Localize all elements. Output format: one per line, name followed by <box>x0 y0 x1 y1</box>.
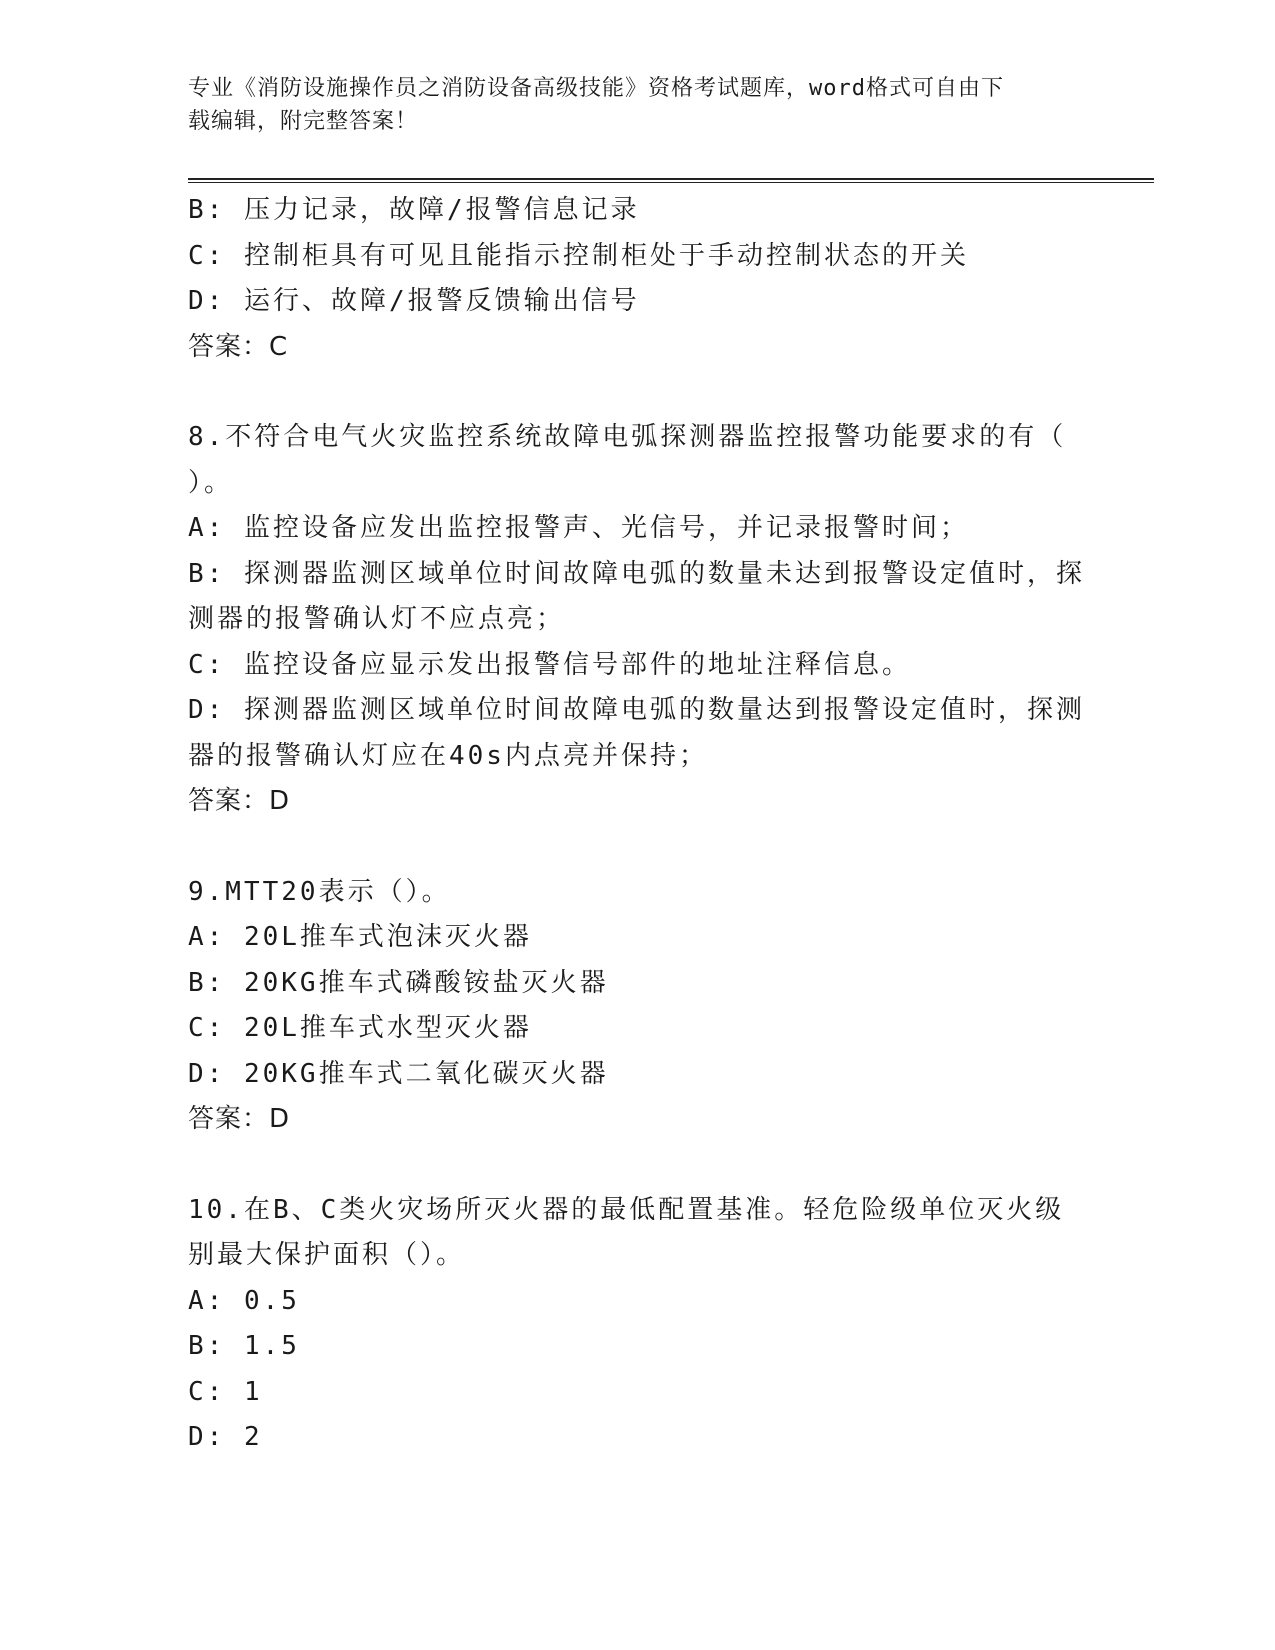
option-c: C: 监控设备应显示发出报警信号部件的地址注释信息。 <box>188 649 911 680</box>
option-b: B: 探测器监测区域单位时间故障电弧的数量未达到报警设定值时，探 <box>188 558 1085 589</box>
question-stem: 10.在B、C类火灾场所灭火器的最低配置基准。轻危险级单位灭火级 <box>188 1194 1065 1225</box>
question-stem-continued: ）。 <box>188 467 234 498</box>
question-9 <box>188 870 1088 1143</box>
option-c: C: 20L推车式水型灭火器 <box>188 1013 532 1043</box>
option-d: D: 探测器监测区域单位时间故障电弧的数量达到报警设定值时，探测 <box>188 695 1085 725</box>
option-a: A: 0.5 <box>188 1285 300 1316</box>
question-10 <box>188 1188 1088 1461</box>
question-stem-continued: 别最大保护面积（）。 <box>188 1240 466 1270</box>
header-line-2: 载编辑，附完整答案！ <box>188 109 419 134</box>
question-8 <box>188 415 1088 825</box>
option-d: D: 20KG推车式二氧化碳灭火器 <box>188 1058 609 1089</box>
answer: 答案：C <box>188 331 289 362</box>
question-stem: 8.不符合电气火灾监控系统故障电弧探测器监控报警功能要求的有（ <box>188 422 1067 452</box>
answer: 答案：D <box>188 786 291 816</box>
option-d: D: 2 <box>188 1422 263 1452</box>
option-b: B: 压力记录，故障/报警信息记录 <box>188 195 640 225</box>
answer: 答案：D <box>188 1104 291 1134</box>
question-7-tail <box>188 188 1088 370</box>
option-b: B: 1.5 <box>188 1331 300 1361</box>
option-c: C: 控制柜具有可见且能指示控制柜处于手动控制状态的开关 <box>188 240 969 271</box>
document-header <box>188 72 1088 138</box>
document-body <box>188 188 1088 1461</box>
option-a: A: 监控设备应发出监控报警声、光信号，并记录报警时间； <box>188 513 969 543</box>
option-d-continued: 器的报警确认灯应在40s内点亮并保持； <box>188 740 708 771</box>
option-b: B: 20KG推车式磷酸铵盐灭火器 <box>188 967 609 998</box>
option-b-continued: 测器的报警确认灯不应点亮； <box>188 604 566 634</box>
option-c: C: 1 <box>188 1376 263 1407</box>
header-divider <box>188 178 1154 183</box>
header-line-1: 专业《消防设施操作员之消防设备高级技能》资格考试题库，word格式可自由下 <box>188 76 1004 101</box>
option-d: D: 运行、故障/报警反馈输出信号 <box>188 286 640 316</box>
question-stem: 9.MTT20表示（）。 <box>188 876 451 907</box>
option-a: A: 20L推车式泡沫灭火器 <box>188 922 532 952</box>
